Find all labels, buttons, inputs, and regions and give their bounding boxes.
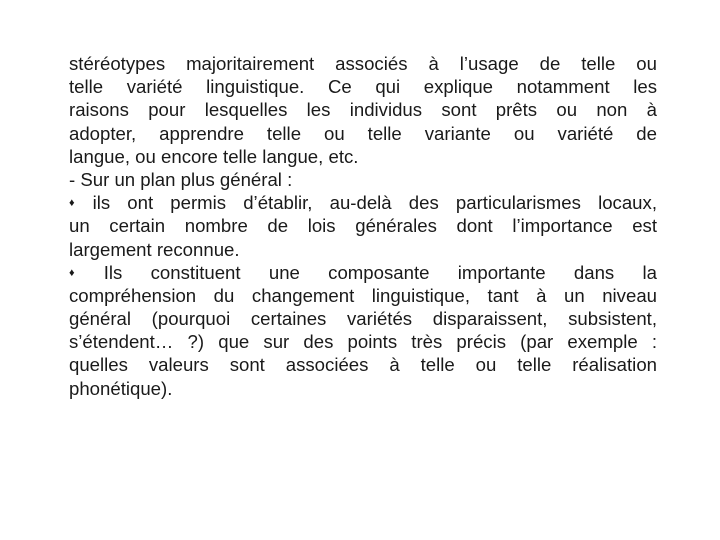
bullet-line: compréhension du changement linguistique, tant à un niveau [69,284,657,306]
bullet-text: Ils constituent une composante importante dans la [103,261,657,283]
bullet-line: s’étendent… ?) que sur des points très précis (par exemple : [69,331,657,353]
bullet-text: ils ont permis d’établir, au-delà des particularismes locaux, [92,192,657,214]
bullet-line [69,261,657,284]
paragraph-line: telle variété linguistique. Ce qui explique notamment les [69,76,657,98]
bullet-line [69,191,657,214]
section-heading: - Sur un plan plus général : [69,168,293,190]
bullet-line: largement reconnue. [69,238,240,260]
diamond-bullet-icon: ♦ [69,266,98,279]
paragraph-line: stéréotypes majoritairement associés à l’usage de telle ou [69,53,657,74]
paragraph-line: adopter, apprendre telle ou telle variante ou variété de [69,122,657,144]
bullet-line: phonétique). [69,377,173,399]
body-text [69,52,657,400]
bullet-line: un certain nombre de lois générales dont l’importance est [69,215,657,237]
bullet-line: quelles valeurs sont associées à telle ou telle réalisation [69,354,657,376]
diamond-bullet-icon: ♦ [69,197,87,210]
bullet-line: général (pourquoi certaines variétés disparaissent, subsistent, [69,308,657,330]
paragraph-line: raisons pour lesquelles les individus sont prêts ou non à [69,99,657,121]
paragraph-line: langue, ou encore telle langue, etc. [69,145,359,167]
